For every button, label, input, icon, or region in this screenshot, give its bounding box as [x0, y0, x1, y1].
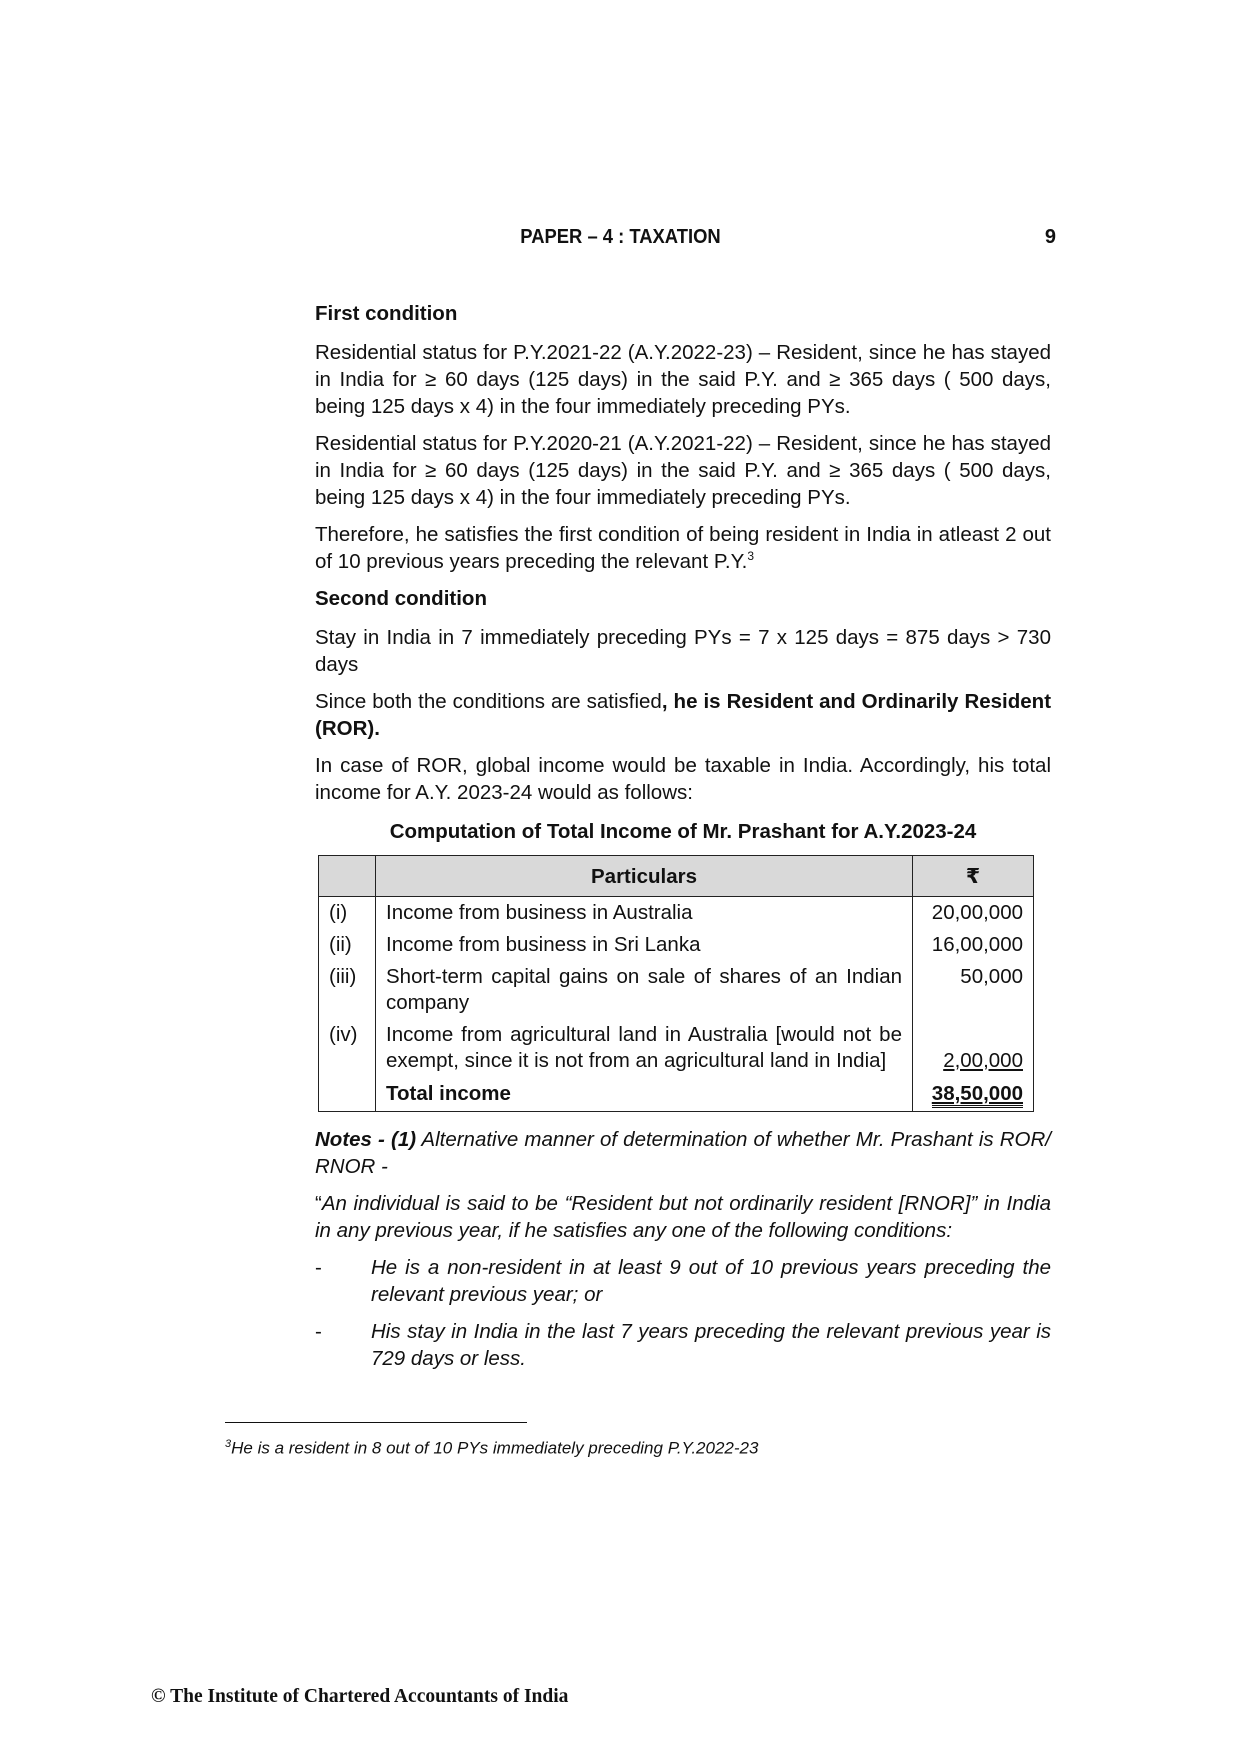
page-title: PAPER – 4 : TAXATION: [520, 226, 721, 248]
row-particulars: Income from business in Sri Lanka: [376, 929, 913, 961]
row-particulars: Income from business in Australia: [376, 897, 913, 930]
header-particulars: Particulars: [376, 856, 913, 897]
row-particulars: Income from agricultural land in Australia [would not be exempt, since it is not from an agricultural land in India]: [376, 1019, 913, 1077]
total-amount: [913, 1077, 1034, 1112]
footnote-number: 3: [225, 1438, 232, 1450]
first-condition-para-1: Residential status for P.Y.2021-22 (A.Y.2022-23) – Resident, since he has stayed in India for ≥ 60 days (125 days) in the said P.Y. and ≥ 365 days ( 500 days, being 125 days x 4) in the four immediately preceding PYs.: [315, 341, 1051, 418]
row-amount-value: 2,00,000: [943, 1049, 1023, 1072]
notes-paragraph: [315, 1126, 1051, 1180]
list-item-text: He is a non-resident in at least 9 out of 10 previous years preceding the relevant previous year; or: [371, 1256, 1051, 1306]
second-condition-heading: Second condition: [315, 587, 487, 610]
notes-quote-open: “: [315, 1192, 322, 1215]
ror-conclusion: Resident and Ordinarily Resident (ROR).: [315, 690, 1052, 740]
footnote-text: He is a resident in 8 out of 10 PYs immediately preceding P.Y.2022-23: [231, 1438, 759, 1458]
dash-marker: -: [315, 1320, 322, 1343]
row-index: (i): [319, 897, 376, 930]
row-amount: 50,000: [913, 961, 1034, 1019]
computation-table: [318, 855, 1034, 1112]
table-title: Computation of Total Income of Mr. Prashant for A.Y.2023-24: [389, 820, 977, 843]
footnote: [225, 1438, 758, 1459]
table-row: [319, 929, 1034, 961]
table-row: [319, 1019, 1034, 1077]
table-header-row: [319, 856, 1034, 897]
first-condition-para-2: Residential status for P.Y.2020-21 (A.Y.2021-22) – Resident, since he has stayed in India for ≥ 60 days (125 days) in the said P.Y. and ≥ 365 days ( 500 days, being 125 days x 4) in the four immediately preceding PYs.: [315, 432, 1051, 509]
total-amount-value: 38,50,000: [932, 1082, 1023, 1108]
row-amount: 16,00,000: [913, 929, 1034, 961]
row-index: (ii): [319, 929, 376, 961]
list-item: [315, 1254, 1051, 1308]
row-particulars: Short-term capital gains on sale of shares of an Indian company: [376, 961, 913, 1019]
row-amount: 20,00,000: [913, 897, 1034, 930]
second-condition-para-2-b: , he is: [661, 690, 727, 713]
notes-quote-text: An individual is said to be “Resident but not ordinarily resident [RNOR]” in India in any previous year, if he satisfies any one of the following conditions:: [315, 1192, 1051, 1242]
conditions-list: [315, 1254, 1051, 1372]
first-condition-heading: First condition: [315, 302, 458, 325]
total-label: Total income: [376, 1077, 913, 1112]
second-condition-para-1: Stay in India in 7 immediately preceding PYs = 7 x 125 days = 875 days > 730 days: [315, 626, 1051, 676]
row-index: (iv): [319, 1019, 376, 1077]
list-item: [315, 1318, 1051, 1372]
copyright-footer: © The Institute of Chartered Accountants of India: [151, 1686, 569, 1707]
header-amount-rupee: ₹: [913, 856, 1034, 897]
dash-marker: -: [315, 1256, 322, 1279]
total-index: [319, 1077, 376, 1112]
row-amount: [913, 1019, 1034, 1077]
second-condition-para-2: [315, 688, 1051, 742]
footnote-ref[interactable]: 3: [747, 549, 754, 564]
header-index-cell: [319, 856, 376, 897]
second-condition-para-3: In case of ROR, global income would be taxable in India. Accordingly, his total income for A.Y. 2023-24 would as follows:: [315, 754, 1051, 804]
notes-quote: [315, 1190, 1051, 1244]
first-condition-para-3-text: Therefore, he satisfies the first condition of being resident in India in atleast 2 out of 10 previous years preceding the relevant P.Y.: [315, 523, 1051, 573]
notes-intro: Alternative manner of determination of whether Mr. Prashant is ROR/ RNOR -: [315, 1128, 1051, 1178]
total-row: [319, 1077, 1034, 1112]
second-condition-para-2-a: Since both the conditions are satisfied: [315, 690, 662, 713]
list-item-text: His stay in India in the last 7 years preceding the relevant previous year is 729 days or less.: [371, 1320, 1051, 1370]
main-content: [315, 300, 1051, 1382]
first-condition-para-3: [315, 521, 1051, 575]
footnote-divider: [225, 1422, 527, 1423]
row-index: (iii): [319, 961, 376, 1019]
table-row: [319, 897, 1034, 930]
page-header: [0, 226, 1241, 254]
notes-label: Notes - (1): [315, 1128, 417, 1151]
page-number: 9: [1044, 226, 1056, 248]
table-row: [319, 961, 1034, 1019]
